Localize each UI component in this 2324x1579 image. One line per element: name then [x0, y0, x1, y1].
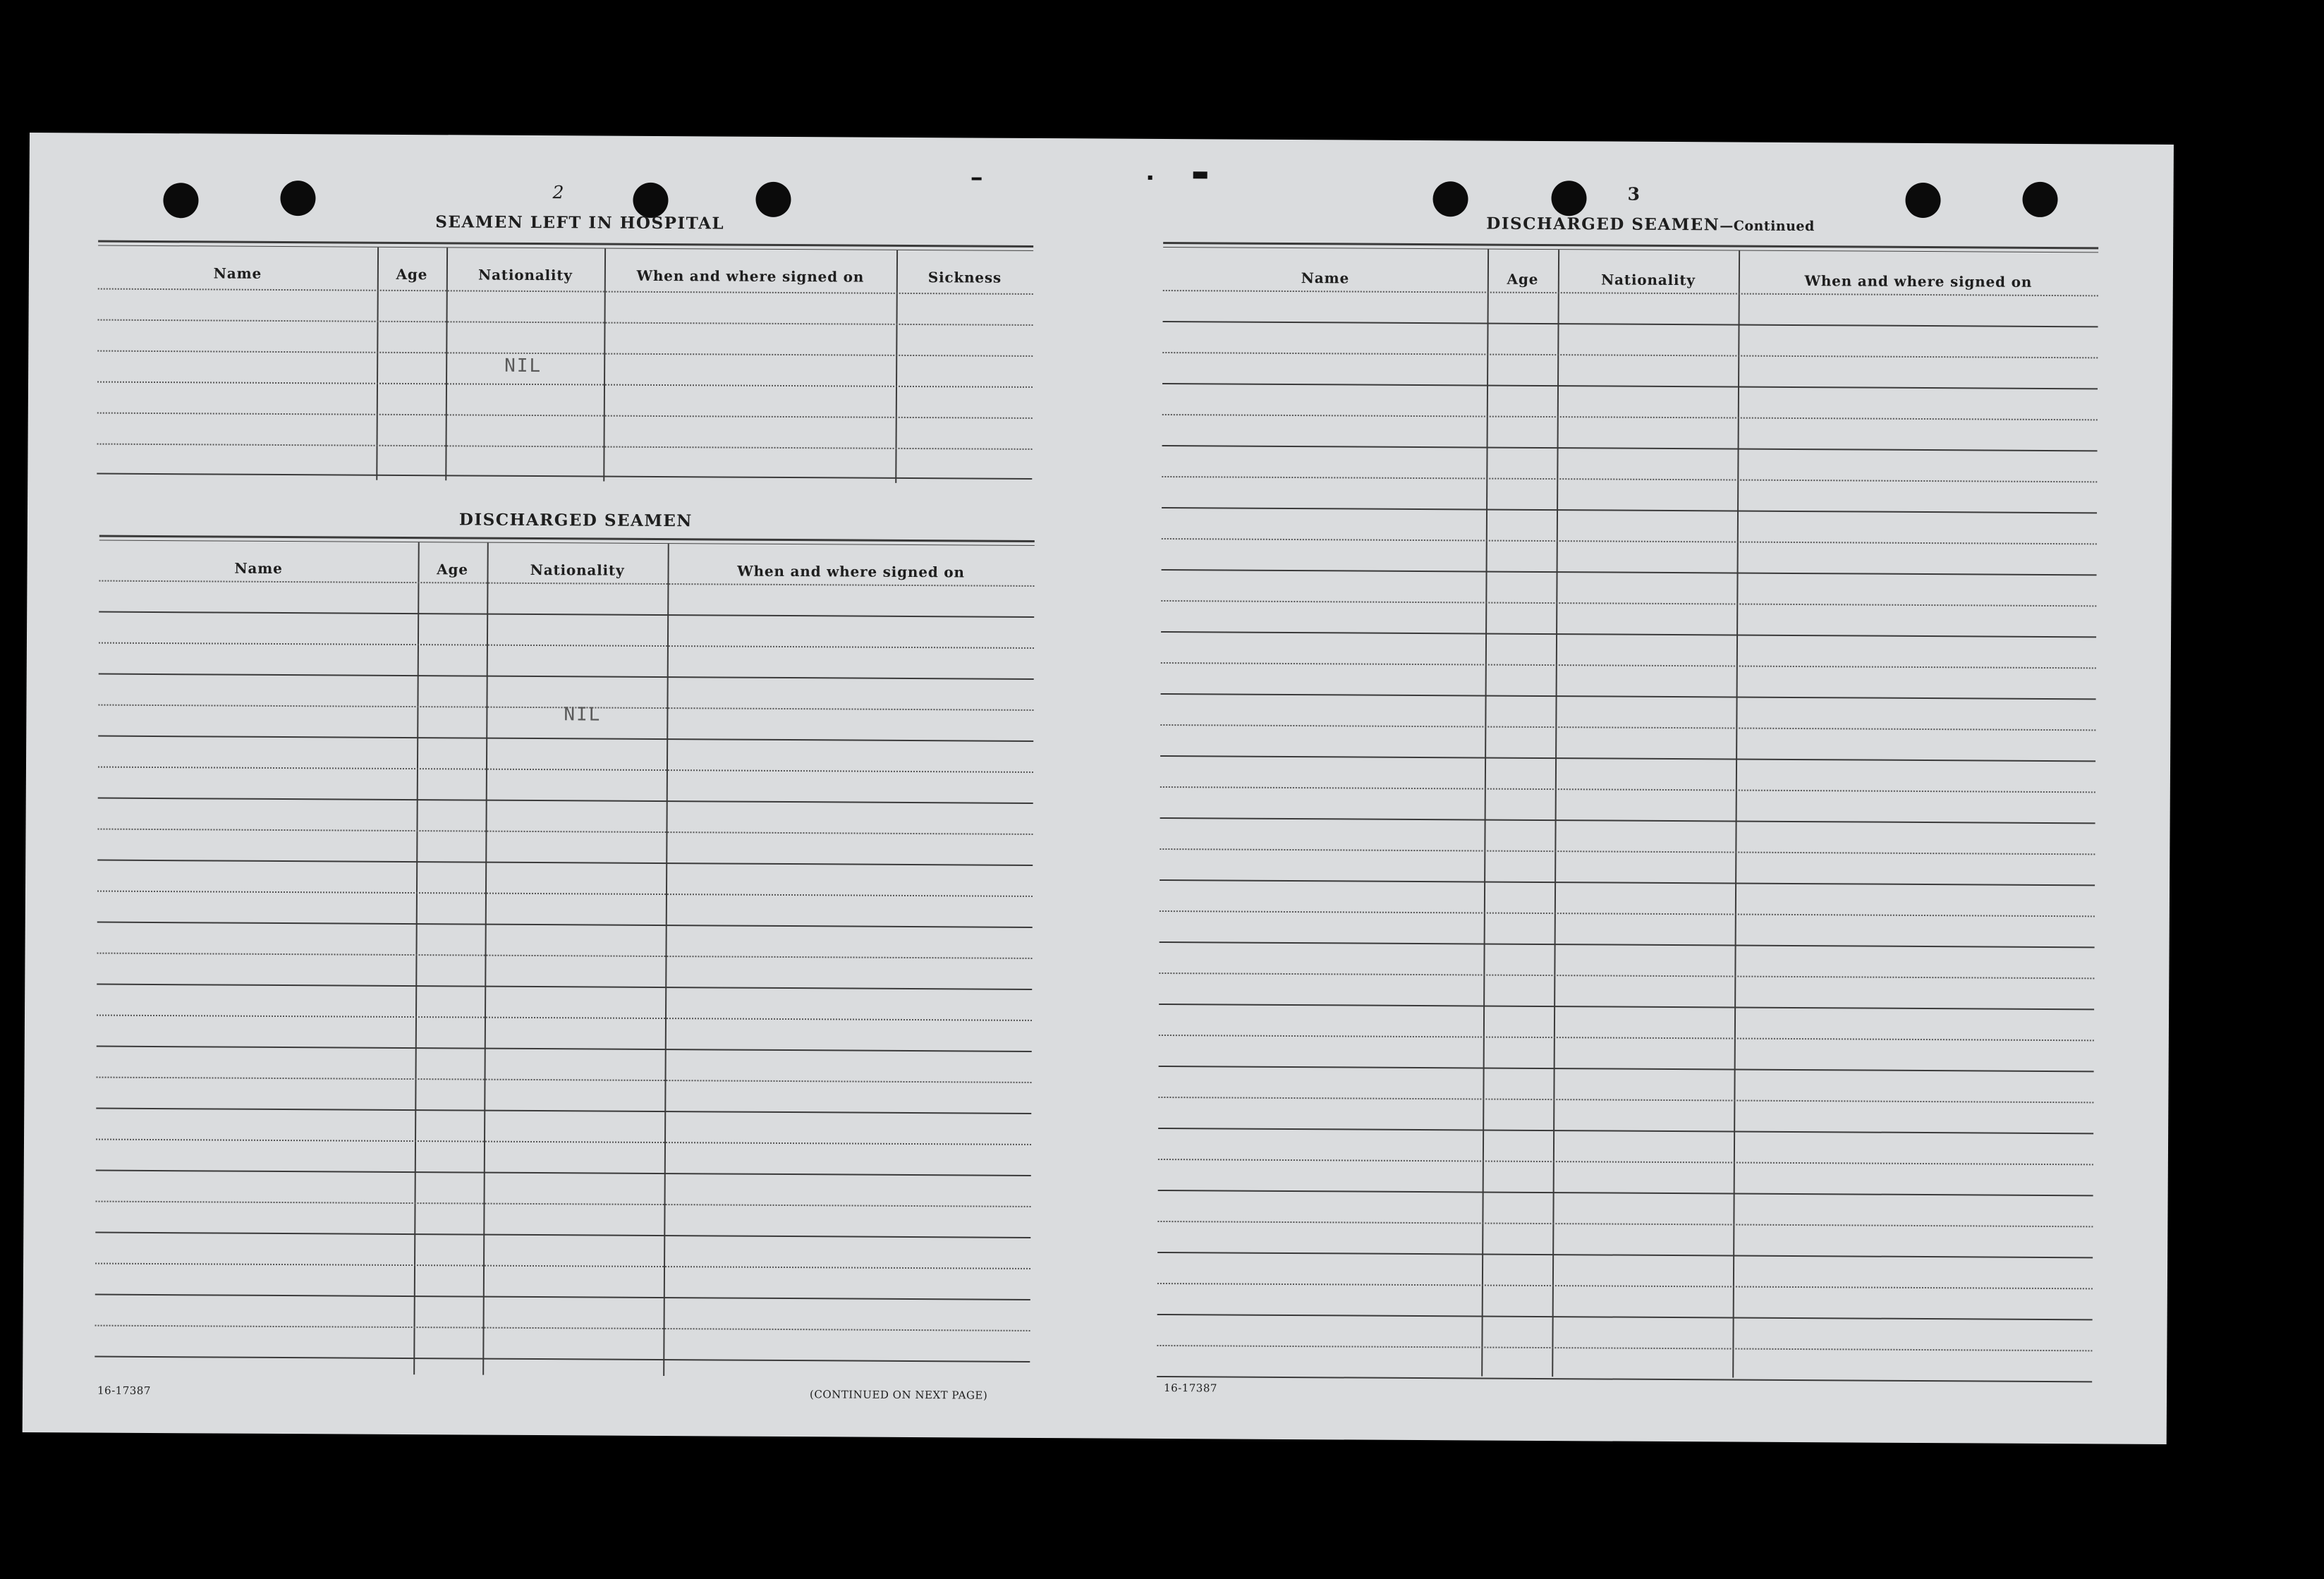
table-row-line: [95, 1263, 1030, 1269]
continued-note: (CONTINUED ON NEXT PAGE): [809, 1388, 988, 1402]
table-row-line: [1161, 693, 2096, 700]
table-row-line: [1162, 507, 2097, 513]
section-title: SEAMEN LEFT IN HOSPITAL: [435, 212, 725, 233]
table-row-line: [1161, 631, 2096, 638]
hospital-table: [97, 240, 1033, 504]
page-number: 2: [552, 182, 564, 203]
table-row-line: [1161, 600, 2096, 606]
table-row-line: [96, 1139, 1031, 1145]
punch-hole: [1905, 183, 1940, 218]
table-row-line: [96, 1170, 1031, 1176]
table-row-line: [1162, 569, 2097, 575]
column-header: When and where signed on: [636, 267, 865, 286]
punch-hole: [280, 181, 315, 216]
column-header: When and where signed on: [737, 562, 965, 581]
table-row-line: [98, 736, 1033, 742]
table-row-line: [99, 611, 1034, 618]
table-row-line: [1157, 1314, 2093, 1320]
form-code: 16-17387: [97, 1384, 151, 1397]
speck: [1193, 171, 1207, 178]
table-row-line: [1162, 445, 2098, 451]
column-header: Nationality: [530, 561, 625, 579]
table-row-line: [1162, 352, 2098, 358]
table-row-line: [1157, 1221, 2093, 1227]
table-row-line: [1163, 321, 2098, 327]
punch-hole: [2022, 182, 2057, 217]
punch-hole: [755, 182, 791, 217]
table-row-line: [1160, 755, 2095, 762]
table-row-line: [97, 1015, 1032, 1021]
section-title-main: DISCHARGED SEAMEN: [1486, 214, 1720, 235]
nil-stamp: NIL: [504, 355, 542, 377]
table-row-line: [98, 767, 1033, 773]
table-row-line: [97, 922, 1033, 928]
table-row-line: [98, 798, 1033, 804]
table-row-line: [1162, 414, 2098, 420]
table-row-line: [1159, 1004, 2094, 1010]
table-row-line: [1160, 786, 2095, 793]
table-row-line: [99, 580, 1034, 587]
column-header: Nationality: [477, 266, 573, 284]
column-header: Sickness: [927, 269, 1002, 286]
column-header: Nationality: [1600, 271, 1696, 289]
discharged-table: [95, 535, 1035, 1384]
speck: [1148, 176, 1152, 180]
table-row-line: [1157, 1252, 2093, 1258]
table-row-line: [95, 1325, 1030, 1331]
column-header: Age: [1507, 270, 1539, 288]
table-row-line: [1163, 290, 2098, 296]
nil-stamp: NIL: [564, 704, 602, 726]
table-row-line: [1158, 1190, 2093, 1196]
column-header: Name: [234, 559, 283, 578]
section-title-suffix: —Continued: [1720, 218, 1815, 235]
table-row-line: [1157, 1345, 2092, 1351]
discharged-continued-table: [1157, 242, 2098, 1382]
table-row-line: [97, 860, 1033, 866]
table-row-line: [96, 1108, 1031, 1114]
page-number: 3: [1627, 183, 1641, 205]
table-row-line: [97, 891, 1033, 897]
speck: [972, 177, 982, 180]
punch-hole: [1432, 181, 1468, 217]
table-row-line: [1162, 383, 2098, 389]
table-row-line: [99, 642, 1034, 649]
punch-hole: [633, 183, 668, 218]
table-row-line: [1157, 1283, 2093, 1289]
punch-hole: [1551, 181, 1586, 216]
punch-hole: [163, 183, 198, 218]
table-row-line: [1160, 941, 2095, 948]
table-row-line: [97, 953, 1032, 959]
table-row-line: [97, 1077, 1032, 1083]
table-row-line: [1161, 662, 2096, 669]
table-row-line: [1159, 973, 2094, 979]
column-header: Name: [213, 264, 262, 282]
table-row-line: [1158, 1128, 2093, 1134]
table-row-line: [95, 1294, 1030, 1300]
table-row-line: [96, 1201, 1031, 1207]
table-row-line: [97, 984, 1032, 990]
column-header: Age: [396, 265, 428, 284]
table-row-line: [99, 673, 1034, 680]
table-row-line: [1162, 538, 2097, 544]
section-title: [1486, 214, 1815, 236]
register-spread: [23, 133, 2174, 1444]
table-row-line: [1159, 1066, 2094, 1072]
table-row-line: [1158, 1159, 2093, 1165]
column-header: When and where signed on: [1804, 272, 2033, 291]
table-row-line: [1159, 1035, 2094, 1041]
form-code: 16-17387: [1164, 1382, 1218, 1395]
section-title: DISCHARGED SEAMEN: [458, 510, 693, 531]
table-row-line: [1160, 910, 2095, 917]
table-row-line: [95, 1232, 1030, 1238]
table-row-line: [1157, 1376, 2092, 1382]
table-row-line: [1162, 476, 2097, 482]
column-header: Name: [1301, 269, 1350, 287]
table-row-line: [1158, 1097, 2093, 1103]
table-row-line: [97, 829, 1033, 835]
table-row-line: [1160, 848, 2095, 855]
table-row-line: [97, 1046, 1032, 1052]
column-header: Age: [437, 561, 468, 578]
table-row-line: [1160, 879, 2095, 886]
table-row-line: [1160, 817, 2095, 824]
table-row-line: [1160, 724, 2095, 731]
table-row-line: [95, 1356, 1030, 1362]
